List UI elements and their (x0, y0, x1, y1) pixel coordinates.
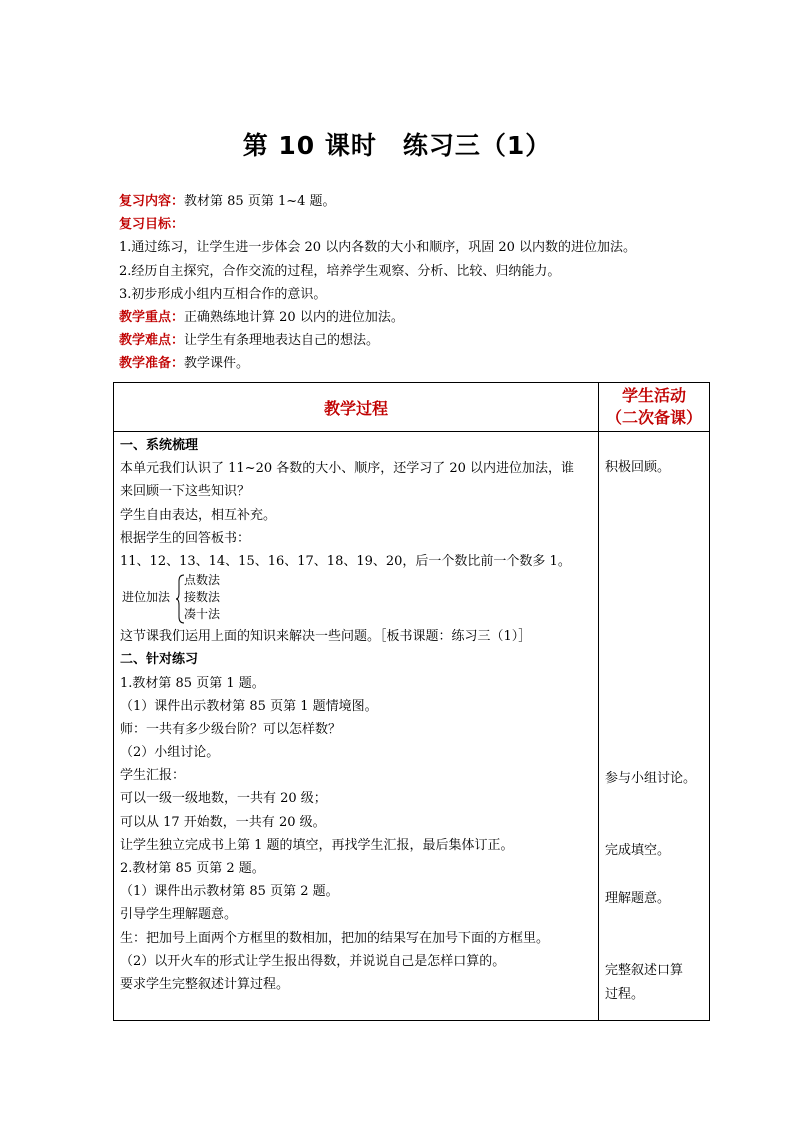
process-line: 来回顾一下这些知识？ (120, 484, 251, 500)
teaching-difficulty-text: 让学生有条理地表达自己的想法。 (184, 333, 380, 349)
goal-item: 1.通过练习，让学生进一步体会 20 以内各数的大小和顺序，巩固 20 以内数的进位加法。 (119, 240, 637, 256)
process-line: 生：把加号上面两个方框里的数相加，把加的结果写在加号下面的方框里。 (120, 930, 550, 946)
section-title: 二、针对练习 (120, 652, 199, 668)
review-content-line (119, 190, 719, 213)
header-side-line2: （二次备课） (605, 408, 702, 427)
process-line: 本单元我们认识了 11~20 各数的大小、顺序，还学习了 20 以内进位加法，谁 (120, 461, 575, 477)
process-line: 2.教材第 85 页第 2 题。 (120, 861, 265, 876)
process-line: 根据学生的回答板书： (120, 530, 251, 546)
teaching-prep-text: 教学课件。 (184, 356, 250, 372)
lesson-table (113, 382, 710, 1021)
brace-item: 凑十法 (184, 607, 221, 622)
process-line: （2）小组讨论。 (120, 745, 220, 761)
process-line: 学生汇报： (120, 768, 186, 784)
brace-item: 接数法 (184, 590, 221, 605)
lesson-intro (119, 190, 719, 376)
process-line: 11、12、13、14、15、16、17、18、19、20，后一个数比前一个数多 1。 (120, 553, 571, 569)
process-line: 师：一共有多少级台阶？可以怎样数？ (120, 721, 342, 737)
teaching-key-label: 教学重点： (119, 309, 185, 325)
page-title: 第 10 课时 练习三（1） (242, 131, 552, 160)
addition-methods-brace (120, 573, 596, 625)
process-line: 学生自由表达，相互补充。 (120, 507, 277, 523)
brace-item: 点数法 (184, 573, 221, 588)
process-line: （1）课件出示教材第 85 页第 1 题情境图。 (120, 698, 378, 714)
activity-note: 完整叙述口算 (605, 963, 684, 978)
process-line: 让学生独立完成书上第 1 题的填空，再找学生汇报，最后集体订正。 (120, 837, 514, 853)
header-side-line1: 学生活动 (621, 386, 686, 405)
teaching-process-content (120, 434, 596, 996)
process-line: 这节课我们运用上面的知识来解决一些问题。［板书课题：练习三（1）］ (120, 629, 532, 645)
process-line: （1）课件出示教材第 85 页第 2 题。 (120, 884, 339, 900)
process-line: 1.教材第 85 页第 1 题。 (120, 675, 265, 691)
section-title: 一、系统梳理 (120, 438, 199, 453)
teaching-key-line (119, 306, 719, 329)
process-line: 引导学生理解题意。 (120, 907, 238, 923)
review-goals-heading (119, 213, 719, 236)
column-divider (598, 383, 599, 1020)
activity-note: 参与小组讨论。 (605, 771, 697, 786)
activity-note: 积极回顾。 (605, 460, 671, 475)
activity-note: 过程。 (605, 987, 645, 1002)
process-line: 可以一级一级地数，一共有 20 级； (120, 791, 327, 807)
process-line: 可以从 17 开始数，一共有 20 级。 (120, 814, 326, 830)
goal-item: 2.经历自主探究，合作交流的过程，培养学生观察、分析、比较、归纳能力。 (119, 263, 561, 279)
review-goals-label: 复习目标： (119, 217, 185, 233)
brace-items (184, 572, 220, 623)
process-line: 要求学生完整叙述计算过程。 (120, 976, 290, 992)
teaching-prep-line (119, 352, 719, 375)
review-content-text: 教材第 85 页第 1~4 题。 (184, 194, 336, 209)
header-student-activity (599, 385, 709, 431)
process-line: （2）以开火车的形式让学生报出得数，并说说自己是怎样口算的。 (120, 953, 506, 969)
activity-note: 完成填空。 (605, 843, 671, 858)
header-divider (114, 431, 709, 432)
activity-note: 理解题意。 (605, 891, 671, 906)
teaching-key-text: 正确熟练地计算 20 以内的进位加法。 (184, 309, 404, 325)
brace-label: 进位加法 (122, 590, 171, 605)
review-content-label: 复习内容： (119, 194, 185, 209)
teaching-difficulty-line (119, 329, 719, 352)
teaching-difficulty-label: 教学难点： (119, 333, 185, 349)
goal-item: 3.初步形成小组内互相合作的意识。 (119, 286, 327, 302)
header-teaching-process: 教学过程 (323, 398, 388, 418)
teaching-prep-label: 教学准备： (119, 356, 185, 372)
